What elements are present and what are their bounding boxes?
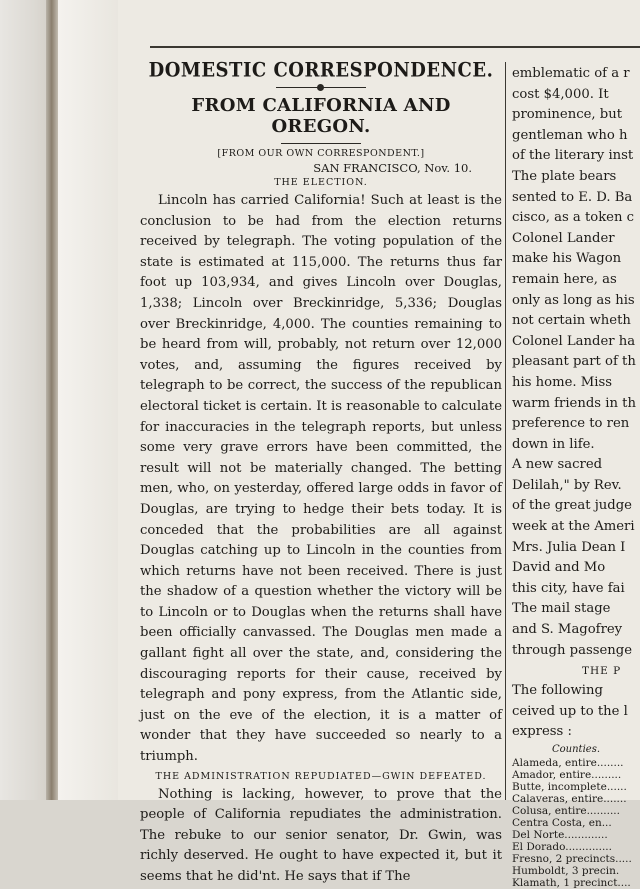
right-column-line: only as long as his: [512, 292, 635, 308]
page-fold-shading: [58, 0, 118, 800]
paragraph-administration: Nothing is lacking, however, to prove that the people of California repudiates the administration. The rebuke to our senior senator, Dr. Gwin, was richly deserved. He ought to have expected it, but it seems that he did'nt. He says that if The: [140, 786, 502, 884]
right-column-line: Mrs. Julia Dean I: [512, 539, 626, 555]
right-column-line: this city, have fai: [512, 580, 625, 596]
right-column-line: emblematic of a r: [512, 66, 630, 81]
headline-rule: [281, 143, 361, 144]
right-column-line: remain here, as: [512, 271, 617, 287]
right-column-line: gentleman who h: [512, 127, 628, 143]
right-column-intro: [512, 681, 640, 743]
county-row: Butte, incomplete......: [512, 781, 627, 793]
correspondent-credit: [FROM OUR OWN CORRESPONDENT.]: [217, 148, 425, 159]
county-row: Del Norte.............: [512, 829, 608, 841]
county-row: Colusa, entire..........: [512, 805, 620, 817]
right-column-text: [512, 64, 640, 661]
county-row: Humboldt, 3 precin.: [512, 865, 620, 877]
section-title: DOMESTIC CORRESPONDENCE.: [148, 58, 494, 83]
ornament-dot: [317, 84, 324, 91]
right-column-line: ceived up to the l: [512, 703, 628, 719]
main-column: [140, 40, 502, 884]
right-column-line: A new sacred: [512, 457, 603, 473]
right-column-line: cost $4,000. It: [512, 86, 609, 102]
right-column-line: The following: [512, 683, 603, 699]
subhead-election: THE ELECTION.: [274, 177, 368, 188]
right-column-line: prominence, but: [512, 107, 623, 123]
column-rule: [505, 62, 506, 800]
right-column-line: not certain wheth: [512, 313, 631, 329]
right-column-line: down in life.: [512, 436, 595, 452]
right-column-line: David and Mo: [512, 560, 606, 576]
counties-caption: Counties.: [552, 744, 600, 755]
right-column-line: make his Wagon: [512, 251, 622, 267]
county-row: Calaveras, entire.......: [512, 793, 627, 805]
right-column: [512, 64, 640, 889]
right-column-line: and S. Magofrey: [512, 622, 623, 638]
right-column-line: his home. Miss: [512, 374, 613, 390]
county-row: El Dorado..............: [512, 841, 612, 853]
right-column-line: warm friends in th: [512, 395, 636, 411]
county-row: Fresno, 2 precincts.....: [512, 853, 632, 865]
right-column-heading: THE P: [582, 665, 622, 678]
counties-list: [512, 757, 640, 889]
right-column-line: through passenge: [512, 642, 633, 658]
right-column-line: of the literary inst: [512, 148, 634, 164]
right-column-line: week at the Ameri: [512, 519, 635, 535]
county-row: Centra Costa, en...: [512, 817, 612, 829]
county-row: Klamath, 1 precinct....: [512, 877, 631, 889]
right-column-line: cisco, as a token c: [512, 210, 635, 226]
subhead-administration: THE ADMINISTRATION REPUDIATED—GWIN DEFEATED.: [155, 770, 487, 782]
ornament-divider: [276, 84, 366, 91]
right-column-line: The plate bears: [512, 168, 617, 184]
right-column-line: express :: [512, 724, 572, 740]
right-column-line: Delilah," by Rev.: [512, 477, 622, 493]
headline: FROM CALIFORNIA AND OREGON.: [191, 95, 451, 137]
right-column-line: Colonel Lander ha: [512, 333, 636, 349]
county-row: Alameda, entire........: [512, 757, 624, 769]
right-column-line: sented to E. D. Ba: [512, 189, 633, 205]
dateline: SAN FRANCISCO, Nov. 10.: [313, 161, 472, 175]
right-column-line: The mail stage: [512, 601, 611, 617]
county-row: Amador, entire.........: [512, 769, 622, 781]
right-column-line: Colonel Lander: [512, 230, 615, 246]
right-column-line: preference to ren: [512, 416, 630, 432]
paragraph-election: Lincoln has carried California! Such at least is the conclusion to be had from the election returns received by telegraph. The voting population of the state is estimated at 115,000. The returns thus far foot up 103,934, and gives Lincoln over Douglas, 1,338; Lincoln over Breckinridge, 5,336; Douglas over Breckinridge, 4,000. The counties remaining to be heard from will, probably, not return over 12,000 votes, and, assuming the figures received by telegraph to be correct, the success of the republican electoral ticket is certain. It is reasonable to calculate for inaccuracies in the telegraph reports, but unless some very grave errors have been committed, the result will not be materially changed. The betting men, who, on yesterday, offered large odds in favor of Douglas, are trying to hedge their bets today. It is conceded that the probabilities are all against Douglas catching up to Lincoln in the counties from which returns have not been received. There is just the shadow of a question whether the victory will be to Lincoln or to Douglas when the returns shall have been officially canvassed. The Douglas men made a gallant fight all over the state, and, considering the discouraging reports for their cause, received by telegraph and pony express, from the Atlantic side, just on the eve of the election, it is a matter of wonder that they have succeeded so nearly to a triumph.: [140, 193, 502, 765]
right-column-line: pleasant part of th: [512, 354, 636, 370]
right-column-line: of the great judge: [512, 498, 632, 514]
